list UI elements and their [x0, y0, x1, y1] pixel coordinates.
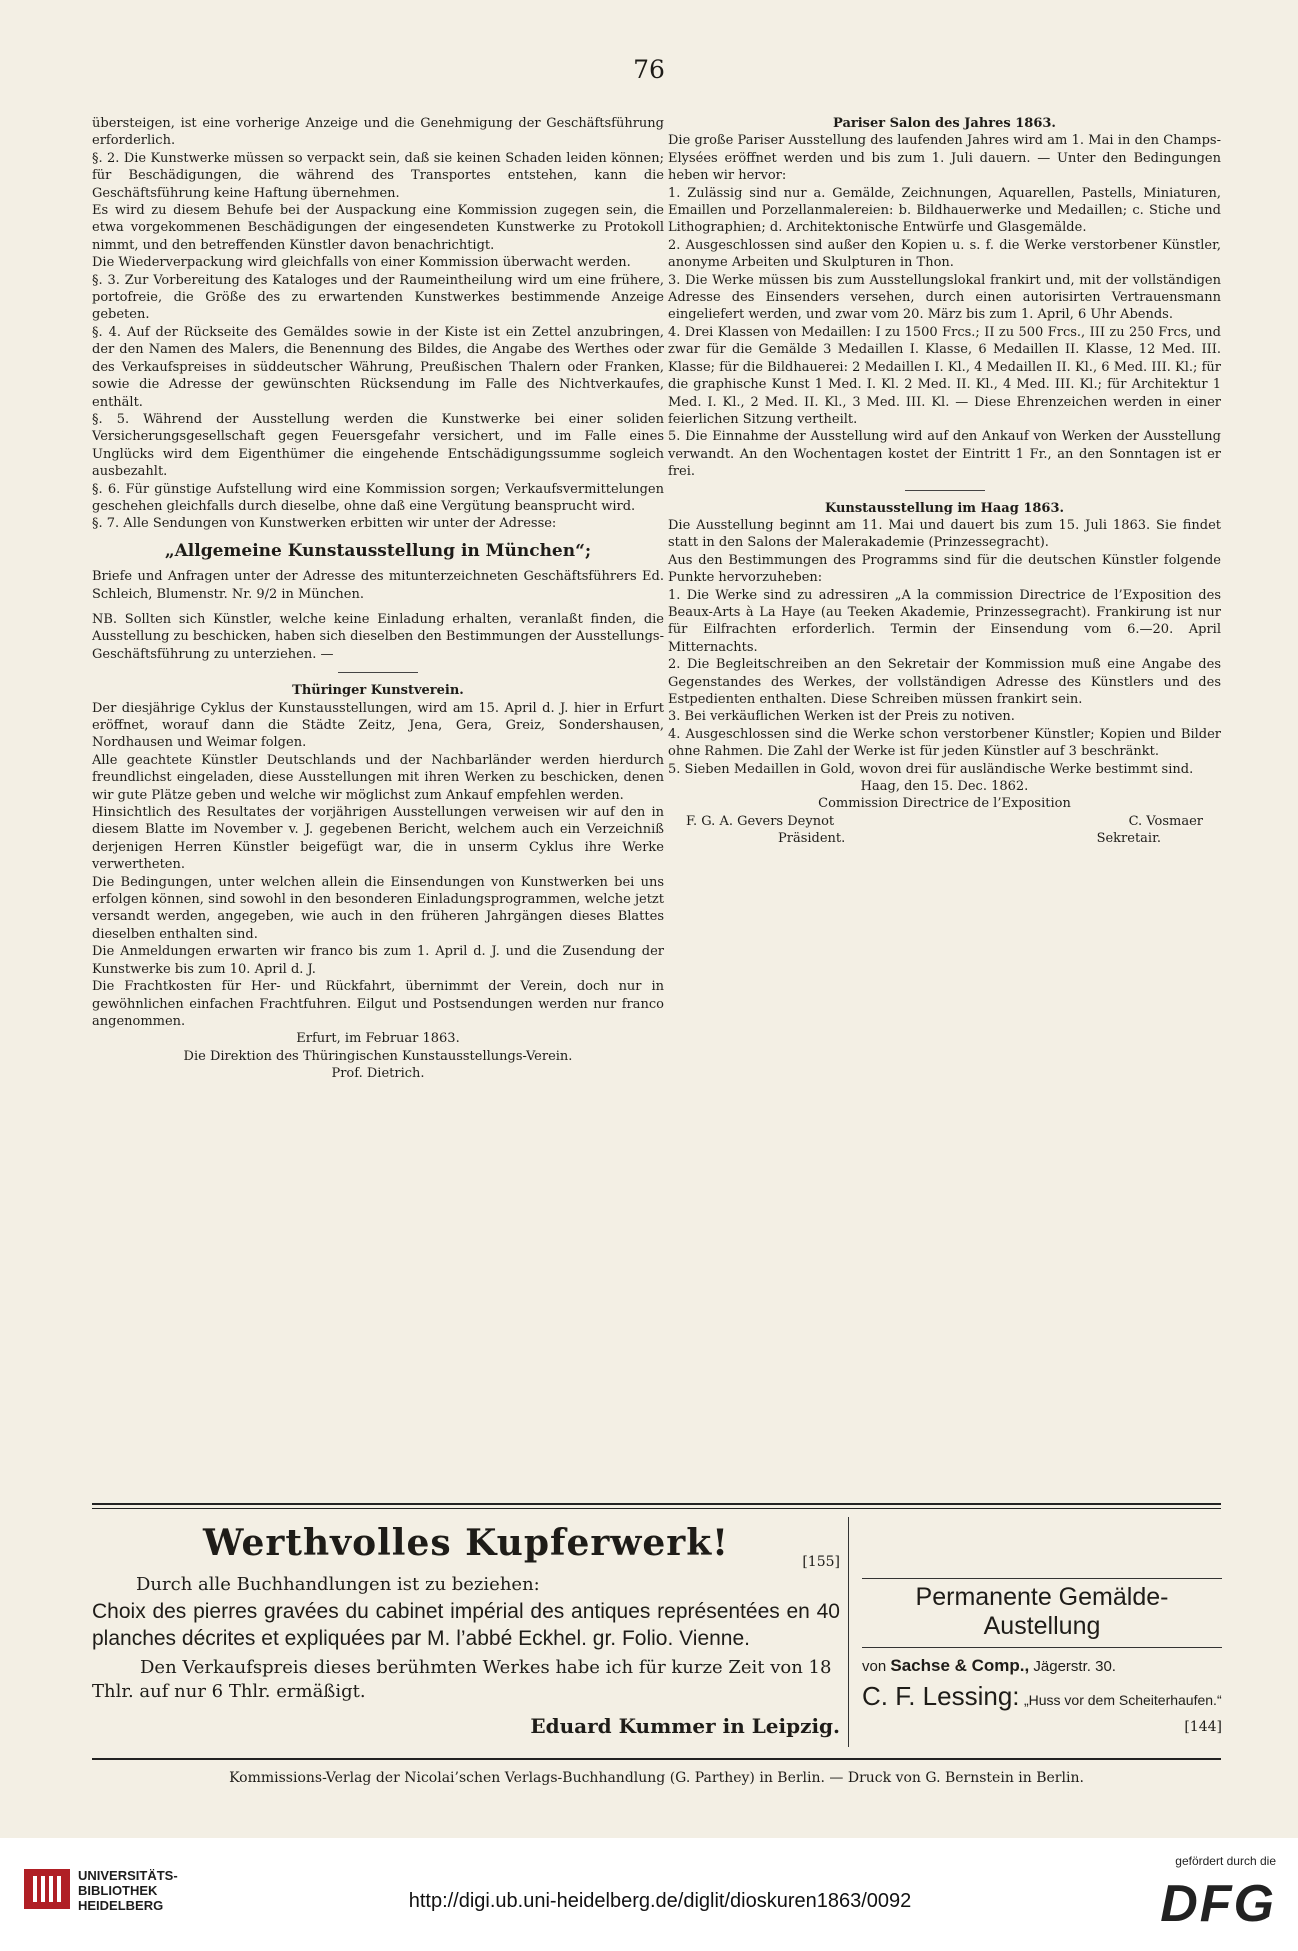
left-column [92, 115, 664, 1083]
ad-price: Den Verkaufspreis dieses berühmten Werkes habe ich für kurze Zeit von 18 Thlr. auf nur 6 Thlr. ermäßigt. [92, 1657, 832, 1702]
commission-line: Commission Directrice de l’Exposition [818, 796, 1071, 812]
paragraph: übersteigen, ist eine vorherige Anzeige und die Genehmigung der Geschäftsführung erforderlich. [92, 116, 664, 149]
imprint: Kommissions-Verlag der Nicolai’schen Verlags-Buchhandlung (G. Parthey) in Berlin. — Druck von G. Bernstein in Berlin. [229, 1770, 1084, 1786]
paragraph: 2. Ausgeschlossen sind außer den Kopien u. s. f. die Werke verstorbener Künstler, anonyme Arbeiten und Skulpturen in Thon. [668, 237, 1221, 271]
ad-availability: Durch alle Buchhandlungen ist zu beziehen: [136, 1574, 540, 1595]
paragraph: Die Bedingungen, unter welchen allein die Einsendungen von Kunstwerken bei uns erfolgen können, sind sowohl in den besonderen Einladungsprogrammen, welche jetzt versandt werden, angegeben, wie auch in den früheren Jahrgängen dieses Blattes dieselben enthalten sind. [92, 874, 664, 942]
paragraph: §. 4. Auf der Rückseite des Gemäldes sowie in der Kiste ist ein Zettel anzubringen, der den Namen des Malers, die Benennung des Bildes, die Angabe des Werthes oder des Verkaufspreises in süddeutscher Währung, Preußischen Thalern oder Franken, sowie die Adresse der gewünschten Rücksendung im Falle des Nichtverkaufes, enthält. [92, 324, 664, 410]
separator-line [338, 672, 418, 673]
paragraph: Die Frachtkosten für Her- und Rückfahrt, übernimmt der Verein, doch nur in gewöhnlichen einfachen Frachtfuhren. Eilgut und Postsendungen werden nur franco angenommen. [92, 979, 664, 1029]
university-logo-icon [24, 1869, 70, 1909]
paragraph: §. 5. Während der Ausstellung werden die Kunstwerke bei einer soliden Versicherungsgesellschaft gegen Feuersgefahr versichert, und im Falle eines Unglücks wird dem Eigenthümer die eingehende Entschädigungssumme sogleich ausbezahlt. [92, 411, 664, 480]
signature-secretary: C. Vosmaer [1128, 813, 1203, 829]
right-column [668, 115, 1221, 848]
paragraph: 3. Bei verkäuflichen Werken ist der Preis zu notiven. [668, 709, 1015, 725]
paragraph: Die Anmeldungen erwarten wir franco bis zum 1. April d. J. und die Zusendung der Kunstwerke bis zum 10. April d. J. [92, 944, 664, 977]
paragraph: §. 2. Die Kunstwerke müssen so verpackt sein, daß sie keinen Schaden leiden können; für Beschädigungen, die während des Transportes entstehen, kann die Geschäftsführung keine Haftung übernehmen. [92, 150, 664, 201]
source-url-link[interactable]: http://digi.ub.uni-heidelberg.de/diglit/dioskuren1863/0092 [408, 1890, 912, 1912]
paragraph: 5. Sieben Medaillen in Gold, wovon drei für ausländische Werke bestimmt sind. [668, 761, 1194, 777]
ad-company-line [862, 1656, 1222, 1676]
place-date: Erfurt, im Februar 1863. [296, 1031, 460, 1047]
haag-date: Haag, den 15. Dec. 1862. [860, 779, 1029, 795]
heading-muenchen: „Allgemeine Kunstausstellung in München“; [164, 540, 592, 561]
ad-title: Werthvolles Kupferwerk! [203, 1522, 729, 1564]
ad-reference: [155] [802, 1554, 840, 1570]
paragraph: Aus den Bestimmungen des Programms sind für die deutschen Künstler folgende Punkte hervorzuheben: [668, 552, 1221, 586]
ad-signature: Eduard Kummer in Leipzig. [530, 1714, 840, 1738]
signature-roles [668, 830, 1221, 847]
heading-haag: Kunstausstellung im Haag 1863. [824, 500, 1065, 516]
paragraph: §. 3. Zur Vorbereitung des Kataloges und der Raumeintheilung wird um eine frühere, portofreie, die Größe des zu erwartenden Kunstwerkes bestimmende Anzeige gebeten. [92, 272, 664, 323]
paragraph: Die Wiederverpackung wird gleichfalls von einer Kommission überwacht werden. [92, 255, 631, 271]
advertisement-kupferwerk [92, 1522, 840, 1738]
ad-divider [848, 1517, 849, 1747]
paragraph: Alle geachtete Künstler Deutschlands und der Nachbarländer werden hierdurch freundlichst eingeladen, diese Ausstellungen mit ihren Werken zu beschicken, denen wir gute Plätze geben und welche wir möglichst zum Ankauf empfehlen werden. [92, 752, 664, 803]
paragraph: §. 6. Für günstige Aufstellung wird eine Kommission sorgen; Verkaufsvermittelungen geschehen gleichfalls durch dieselbe, ohne daß eine Vergütung beansprucht wird. [92, 481, 664, 514]
paragraph: 4. Ausgeschlossen sind die Werke schon verstorbener Künstler; Kopien und Bilder ohne Rahmen. Die Zahl der Werke ist für jeden Künstler auf 3 beschränkt. [668, 726, 1221, 760]
advertisement-gemaelde [862, 1522, 1222, 1735]
dfg-logo: DFG [1160, 1875, 1276, 1933]
heading-paris: Pariser Salon des Jahres 1863. [833, 116, 1056, 131]
signature-names [668, 813, 1221, 830]
ad-work: „Huss vor dem Scheiterhaufen.“ [1023, 1692, 1222, 1708]
ad-company: Sachse & Comp., [890, 1656, 1030, 1675]
paragraph: Der diesjährige Cyklus der Kunstausstellungen, wird am 15. April d. J. hier in Erfurt eröffnet, worauf dann die Städte Zeitz, Jena, Gera, Greiz, Sondershausen, Nordhausen und Weimar folgen. [92, 700, 664, 751]
ad-artwork [862, 1681, 1222, 1711]
ad-book-title: Choix des pierres gravées du cabinet impérial des antiques représentées en 40 planches décrites et expliquées par M. l’abbé Eckhel. gr. Folio. Vienne. [92, 1600, 840, 1650]
paragraph: Briefe und Anfragen unter der Adresse des mitunterzeichneten Geschäftsführers Ed. Schleich, Blumenstr. Nr. 9/2 in München. [92, 569, 664, 602]
paragraph: 3. Die Werke müssen bis zum Ausstellungslokal frankirt und, mit der vollständigen Adresse des Einsenders versehen, durch einen autorisirten Vertrauensmann eingeliefert werden, und zwar vom 20. März bis zum 1. April, 6 Uhr Abends. [668, 272, 1221, 323]
double-rule [92, 1508, 1221, 1509]
imprint-rule [92, 1758, 1221, 1760]
separator-line [905, 490, 985, 491]
paragraph: §. 7. Alle Sendungen von Kunstwerken erbitten wir unter der Adresse: [92, 516, 557, 532]
signature-president: F. G. A. Gevers Deynot [686, 813, 835, 829]
role-secretary: Sekretair. [1096, 831, 1161, 847]
heading-thueringer: Thüringer Kunstverein. [292, 683, 464, 699]
page-number: 76 [633, 55, 665, 84]
paragraph: 5. Die Einnahme der Ausstellung wird auf den Ankauf von Werken der Ausstellung verwandt. An den Wochentagen kostet der Eintritt 1 Fr., an den Sonntagen ist er frei. [668, 429, 1221, 480]
digitization-footer [0, 1838, 1298, 1951]
ad-von: von [862, 1658, 887, 1675]
direction-line: Die Direktion des Thüringischen Kunstausstellungs-Verein. [183, 1048, 573, 1064]
ad-reference: [144] [1184, 1719, 1222, 1735]
library-name: UNIVERSITÄTS- BIBLIOTHEK HEIDELBERG [78, 1868, 178, 1913]
paragraph: 1. Zulässig sind nur a. Gemälde, Zeichnungen, Aquarellen, Pastells, Miniaturen, Emaillen und Porzellanmalereien: b. Bildhauerwerke und Medaillen; c. Stiche und Lithographien; d. Architektonische Entwürfe und Glasgemälde. [668, 185, 1221, 236]
role-president: Präsident. [778, 831, 846, 847]
paragraph: 4. Drei Klassen von Medaillen: I zu 1500 Frcs.; II zu 500 Frcs., III zu 250 Frcs, und zwar für die Gemälde 3 Medaillen I. Klasse, 6 Medaillen II. Klasse, 12 Med. III. Klasse; für die Bildhauerei: 2 Medaillen I. Kl., 4 Medaillen II. Kl., 6 Med. III. Kl.; für die graphische Kunst 1 Med. I. Kl. 2 Med. II. Kl., 4 Med. III. Kl.; für Architektur 1 Med. I. Kl., 2 Med. II. Kl., 3 Med. III. Kl. — Diese Ehrenzeichen werden in einer feierlichen Sitzung vertheilt. [668, 324, 1221, 427]
nota-bene: NB. Sollten sich Künstler, welche keine Einladung erhalten, veranlaßt finden, die Ausstellung zu beschicken, haben sich dieselben den Bestimmungen der Ausstellungs-Geschäftsführung zu unterziehen. — [92, 611, 664, 662]
funded-by-label: gefördert durch die [1175, 1854, 1276, 1868]
paragraph: Es wird zu diesem Behufe bei der Auspackung eine Kommission zugegen sein, die etwa vorgekommenen Beschädigungen der eingesendeten Kunstwerke zu Protokoll nimmt, und den betreffenden Künstler davon benachrichtigt. [92, 203, 664, 253]
paragraph: Die Ausstellung beginnt am 11. Mai und dauert bis zum 15. Juli 1863. Sie findet statt in den Salons der Malerakademie (Prinzessegracht). [668, 517, 1221, 551]
ad-artist: C. F. Lessing: [862, 1681, 1020, 1711]
paragraph: 1. Die Werke sind zu adressiren „A la commission Directrice de l’Exposition des Beaux-Arts à La Haye (au Teeken Akademie, Prinzessegracht). Frankirung ist nur für Eilfrachten erforderlich. Termin der Einsendung vom 6.—20. April Mitternachts. [668, 587, 1221, 655]
paragraph: Die große Pariser Ausstellung des laufenden Jahres wird am 1. Mai in den Champs-Elysées eröffnet werden und bis zum 1. Juli dauern. — Unter den Bedingungen heben wir hervor: [668, 133, 1221, 184]
ad-title: Permanente Gemälde-Austellung [862, 1578, 1222, 1648]
ad-street: Jägerstr. 30. [1033, 1658, 1116, 1675]
double-rule [92, 1503, 1221, 1505]
paragraph: 2. Die Begleitschreiben an den Sekretair der Kommission muß eine Angabe des Gegenstandes des Werkes, der vollständigen Adresse des Künstlers und des Estpedienten enthalten. Diese Schreiben müssen frankirt sein. [668, 657, 1221, 707]
signature: Prof. Dietrich. [331, 1066, 425, 1082]
paragraph: Hinsichtlich des Resultates der vorjährigen Ausstellungen verweisen wir auf den in diesem Blatte im November v. J. gegebenen Bericht, welchem auch ein Verzeichniß derjenigen Herren Künstler beigefügt war, die in unserm Cyklus ihre Werke verwertheten. [92, 805, 664, 873]
